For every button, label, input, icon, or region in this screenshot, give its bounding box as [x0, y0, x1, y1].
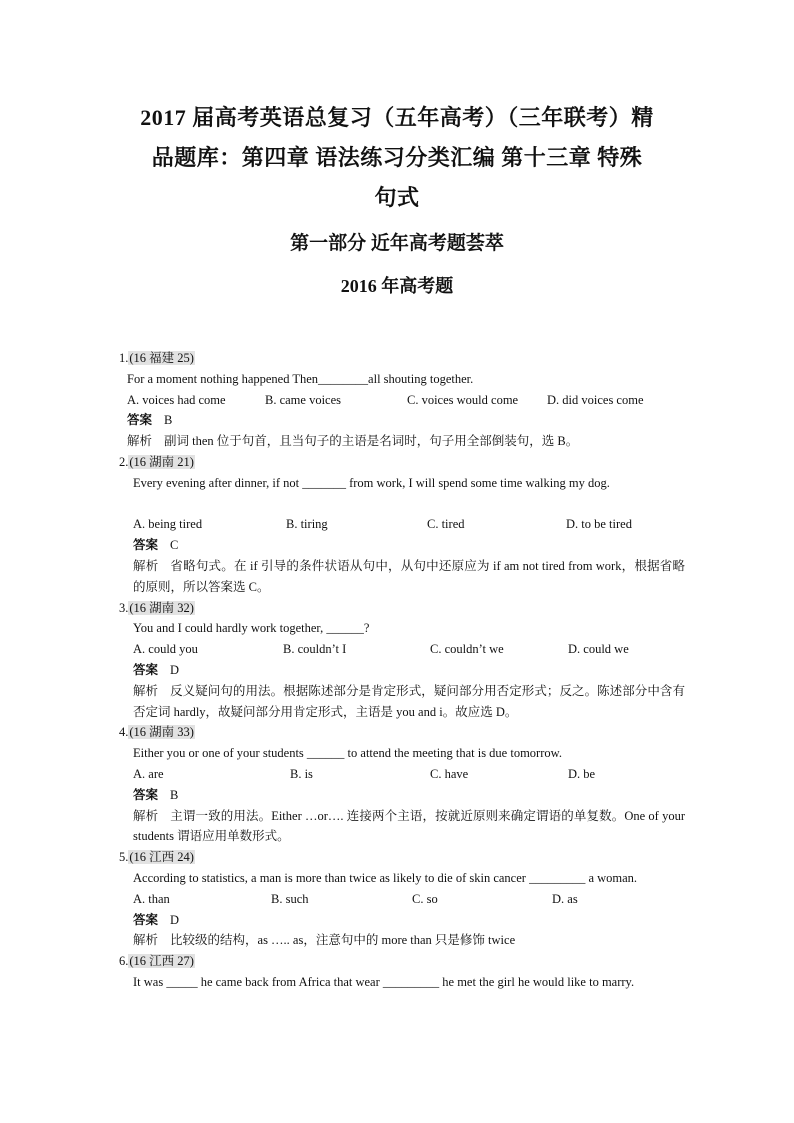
question-number: 5. [119, 850, 129, 865]
question-source: (16 湖南 21) [129, 454, 194, 469]
title-line-1: 2017 届高考英语总复习（五年高考）（三年联考）精 [140, 105, 654, 130]
analysis-label: 解析 [133, 808, 159, 823]
answer-row [119, 535, 685, 556]
answer-label: 答案 [133, 787, 159, 802]
question-options [119, 390, 685, 411]
question-source: (16 福建 25) [129, 351, 194, 365]
answer-value: B [164, 413, 173, 428]
option-d: D. be [568, 766, 596, 781]
question-source: (16 江西 27) [129, 954, 194, 969]
analysis-text: 副词 then 位于句首，且当句子的主语是名词时，句子用全部倒装句，选 B。 [164, 434, 579, 449]
analysis-text: 比较级的结构，as ….. as，注意句中的 more than 只是修饰 twice [170, 933, 516, 948]
answer-row [119, 785, 685, 806]
answer-label: 答案 [133, 662, 159, 677]
answer-value: D [170, 912, 180, 927]
question-number: 6. [119, 954, 129, 969]
question-source: (16 湖南 33) [129, 725, 194, 740]
question-4 [119, 722, 685, 847]
option-d: D. as [552, 891, 578, 906]
question-number: 3. [119, 600, 129, 615]
option-c: C. have [430, 766, 469, 781]
option-d: D. did voices come [547, 392, 644, 407]
year-title: 2016 年高考题 [340, 276, 454, 296]
question-options [119, 889, 685, 910]
analysis-row [119, 806, 685, 848]
analysis-row [119, 431, 685, 452]
question-options [119, 514, 685, 535]
answer-label: 答案 [133, 912, 159, 927]
analysis-label: 解析 [133, 558, 159, 573]
option-b: B. couldn’t I [283, 642, 347, 657]
question-stem: For a moment nothing happened Then________all shouting together. [127, 371, 474, 386]
option-d: D. to be tired [566, 517, 632, 532]
analysis-row [119, 930, 685, 951]
option-a: A. being tired [133, 517, 203, 532]
answer-row [119, 910, 685, 931]
analysis-text: 主谓一致的用法。Either …or…. 连接两个主语，按就近原则来确定谓语的单复数。One of your students 谓语应用单数形式。 [133, 808, 685, 844]
analysis-row [119, 556, 685, 598]
question-source: (16 湖南 32) [129, 600, 194, 615]
document-title [110, 98, 684, 218]
answer-label: 答案 [127, 413, 153, 428]
option-d: D. could we [568, 642, 629, 657]
question-2 [119, 452, 685, 598]
question-number: 2. [119, 454, 129, 469]
analysis-label: 解析 [133, 933, 159, 948]
option-b: B. is [290, 766, 313, 781]
question-list [119, 348, 685, 993]
question-1 [119, 348, 685, 452]
title-line-3: 句式 [374, 185, 420, 210]
question-3 [119, 598, 685, 723]
answer-row [119, 660, 685, 681]
answer-value: C [170, 538, 179, 553]
option-a: A. could you [133, 642, 198, 657]
option-b: B. such [271, 891, 309, 906]
question-stem: You and I could hardly work together, ______? [133, 621, 370, 636]
question-stem: Either you or one of your students ______ to attend the meeting that is due tomorrow. [133, 746, 562, 761]
question-number: 4. [119, 725, 129, 740]
analysis-row [119, 681, 685, 723]
answer-value: D [170, 662, 180, 677]
part-title: 第一部分 近年高考题荟萃 [290, 233, 504, 254]
analysis-text: 反义疑问句的用法。根据陈述部分是肯定形式，疑问部分用否定形式；反之。陈述部分中含有否定词 hardly，故疑问部分用肯定形式，主语是 you and i。故应选 D。 [133, 683, 685, 719]
question-stem: According to statistics, a man is more than twice as likely to die of skin cancer _________ a woman. [133, 870, 638, 885]
title-line-2: 品题库：第四章 语法练习分类汇编 第十三章 特殊 [151, 145, 643, 170]
answer-label: 答案 [133, 538, 159, 553]
question-options [119, 764, 685, 785]
option-c: C. tired [427, 517, 465, 532]
option-b: B. came voices [265, 392, 342, 407]
analysis-text: 省略句式。在 if 引导的条件状语从句中，从句中还原应为 if am not tired from work，根据省略的原则，所以答案选 C。 [133, 558, 685, 594]
answer-row [119, 410, 685, 431]
question-stem: It was _____ he came back from Africa that wear _________ he met the girl he would like to marry. [133, 974, 635, 989]
option-a: A. are [133, 766, 164, 781]
question-stem: Every evening after dinner, if not _______ from work, I will spend some time walking my dog. [133, 475, 610, 490]
option-a: A. than [133, 891, 170, 906]
question-source: (16 江西 24) [129, 850, 194, 865]
option-a: A. voices had come [127, 392, 226, 407]
analysis-label: 解析 [127, 434, 153, 449]
option-b: B. tiring [286, 517, 328, 532]
option-c: C. so [412, 891, 438, 906]
question-5 [119, 847, 685, 951]
analysis-label: 解析 [133, 683, 159, 698]
option-c: C. voices would come [407, 392, 519, 407]
question-6 [119, 951, 685, 993]
option-c: C. couldn’t we [430, 642, 504, 657]
answer-value: B [170, 787, 179, 802]
question-options [119, 639, 685, 660]
question-number: 1. [119, 351, 129, 365]
